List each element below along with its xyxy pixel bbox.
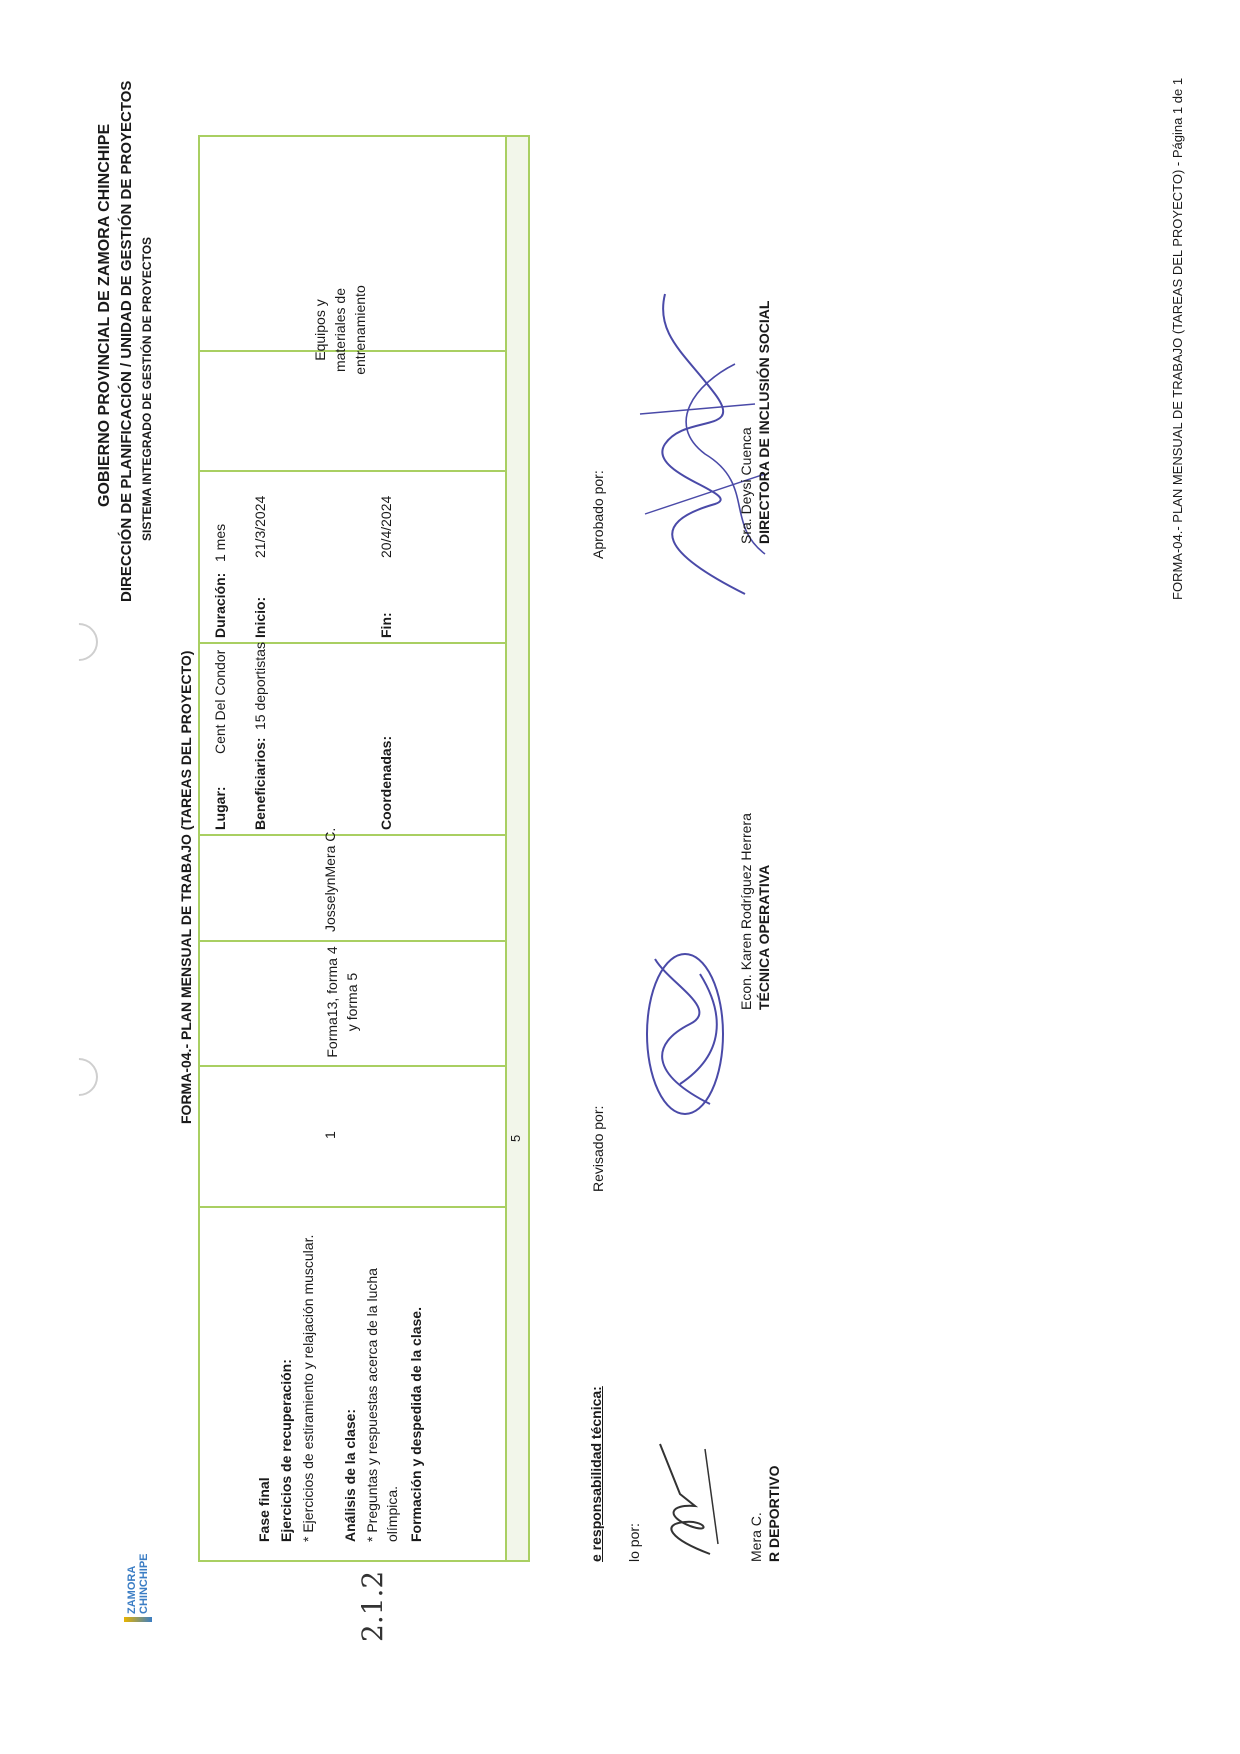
inicio-value: 21/3/2024 — [252, 495, 268, 558]
header-line-1: GOBIERNO PROVINCIAL DE ZAMORA CHINCHIPE — [96, 123, 113, 507]
quantity-value: 1 — [322, 1131, 338, 1139]
analysis-title: Análisis de la clase: — [342, 1408, 358, 1542]
phase-label: Fase final — [256, 1477, 272, 1542]
logo-word-2: CHINCHIPE — [138, 1553, 150, 1614]
recovery-title: Ejercicios de recuperación: — [278, 1359, 294, 1542]
responsibility-heading: e responsabilidad técnica: — [588, 1386, 604, 1562]
total-value: 5 — [508, 1134, 523, 1142]
header-line-3: SISTEMA INTEGRADO DE GESTIÓN DE PROYECTOS — [140, 236, 154, 541]
logo — [112, 1553, 168, 1622]
recovery-item: * Ejercicios de estiramiento y relajación muscular. — [300, 1234, 316, 1542]
form-title: FORMA-04.- PLAN MENSUAL DE TRABAJO (TAREAS DEL PROYECTO) — [178, 650, 194, 1124]
resources-value: Equipos y materiales de entrenamiento — [312, 285, 368, 375]
lugar-label: Lugar: — [212, 786, 228, 830]
page-footer: FORMA-04.- PLAN MENSUAL DE TRABAJO (TAREAS DEL PROYECTO) - Página 1 de 1 — [1170, 77, 1185, 600]
duracion-value: 1 mes — [212, 523, 228, 562]
elaborated-label: lo por: — [626, 1523, 642, 1562]
beneficiarios-value: 15 deportistas — [252, 642, 268, 730]
elaborated-name: Mera C. — [748, 1512, 764, 1562]
hole-punch-2 — [52, 615, 106, 669]
logo-mark-icon — [124, 1617, 152, 1622]
beneficiarios-label: Beneficiarios: — [252, 737, 268, 830]
fin-label: Fin: — [378, 612, 394, 638]
hole-punch-1 — [52, 1050, 106, 1104]
responsible-value: JosselynMera C. — [322, 827, 338, 932]
reviewed-name: Econ. Karen Rodríguez Herrera — [738, 813, 754, 1010]
coordenadas-label: Coordenadas: — [378, 735, 394, 830]
reviewed-role: TÉCNICA OPERATIVA — [756, 864, 772, 1010]
approved-name: Sra. Deysi Cuenca — [738, 427, 754, 544]
duracion-label: Duración: — [212, 572, 228, 638]
fin-value: 20/4/2024 — [378, 495, 394, 558]
analysis-item: * Preguntas y respuestas acerca de la lucha olímpica. — [364, 1268, 400, 1542]
forms-value: Forma13, forma 4 y forma 5 — [324, 946, 360, 1058]
closing-item: Formación y despedida de la clase. — [408, 1307, 424, 1542]
logo-word-1: ZAMORA — [126, 1565, 138, 1614]
approved-role: DIRECTORA DE INCLUSIÓN SOCIAL — [756, 300, 772, 544]
reviewed-label: Revisado por: — [590, 1105, 606, 1192]
elaborated-signature — [650, 1434, 730, 1564]
elaborated-role: R DEPORTIVO — [766, 1465, 782, 1562]
header-line-2: DIRECCIÓN DE PLANIFICACIÓN / UNIDAD DE GESTIÓN DE PROYECTOS — [118, 80, 135, 602]
approved-label: Aprobado por: — [590, 470, 606, 559]
lugar-value: Cent Del Condor — [212, 649, 228, 754]
inicio-label: Inicio: — [252, 596, 268, 638]
handwritten-row-id: 2.1.2 — [356, 1570, 389, 1642]
reviewed-signature — [630, 934, 750, 1134]
